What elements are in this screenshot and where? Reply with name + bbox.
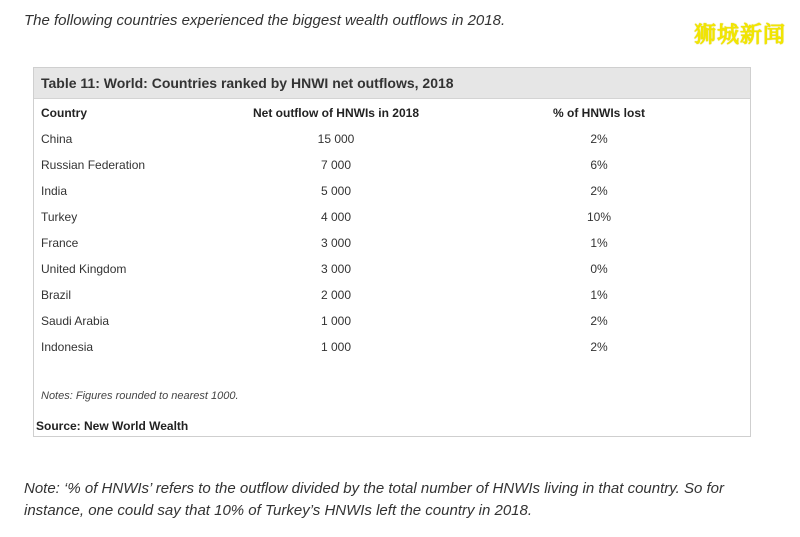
cell-outflow: 2 000 (320, 288, 352, 302)
cell-percent: 2% (590, 132, 608, 146)
cell-percent: 2% (590, 314, 608, 328)
cell-percent: 6% (590, 158, 608, 172)
table-row (34, 132, 750, 158)
cell-country: Saudi Arabia (41, 314, 110, 328)
table-row (34, 236, 750, 262)
cell-outflow: 3 000 (320, 236, 352, 250)
cell-percent: 0% (590, 262, 608, 276)
column-header-outflow: Net outflow of HNWIs in 2018 (252, 106, 419, 120)
cell-country: France (41, 236, 79, 250)
footnote-text: Note: ‘% of HNWIs’ refers to the outflow divided by the total number of HNWIs living in that country. So for instance, one could say that 10% of Turkey’s HNWIs left the country in 2018. (24, 480, 725, 519)
cell-outflow: 1 000 (320, 314, 352, 328)
cell-country: United Kingdom (41, 262, 127, 276)
watermark-logo: 狮城新闻 (693, 23, 786, 48)
table-notes: Notes: Figures rounded to nearest 1000. (41, 390, 239, 402)
cell-country: Turkey (41, 210, 78, 224)
cell-percent: 10% (586, 210, 612, 224)
cell-country: Indonesia (41, 340, 94, 354)
outflows-table (33, 67, 751, 437)
table-row (34, 262, 750, 288)
cell-country: Brazil (41, 288, 72, 302)
cell-percent: 2% (590, 340, 608, 354)
table-row (34, 184, 750, 210)
table-row (34, 314, 750, 340)
table-row (34, 288, 750, 314)
table-row (34, 340, 750, 366)
cell-outflow: 15 000 (317, 132, 355, 146)
cell-country: India (41, 184, 68, 198)
cell-outflow: 3 000 (320, 262, 352, 276)
cell-outflow: 4 000 (320, 210, 352, 224)
cell-outflow: 5 000 (320, 184, 352, 198)
table-source: Source: New World Wealth (36, 419, 189, 433)
cell-percent: 1% (590, 288, 608, 302)
table-title: Table 11: World: Countries ranked by HNWI net outflows, 2018 (34, 68, 750, 99)
cell-percent: 1% (590, 236, 608, 250)
cell-country: Russian Federation (41, 158, 146, 172)
cell-percent: 2% (590, 184, 608, 198)
column-header-country: Country (41, 106, 87, 120)
table-row (34, 210, 750, 236)
table-body (34, 132, 750, 366)
cell-outflow: 1 000 (320, 340, 352, 354)
cell-outflow: 7 000 (320, 158, 352, 172)
table-row (34, 158, 750, 184)
intro-text: The following countries experienced the biggest wealth outflows in 2018. (24, 12, 506, 29)
cell-country: China (41, 132, 73, 146)
column-header-percent: % of HNWIs lost (553, 106, 645, 120)
table-column-headers (34, 106, 750, 126)
